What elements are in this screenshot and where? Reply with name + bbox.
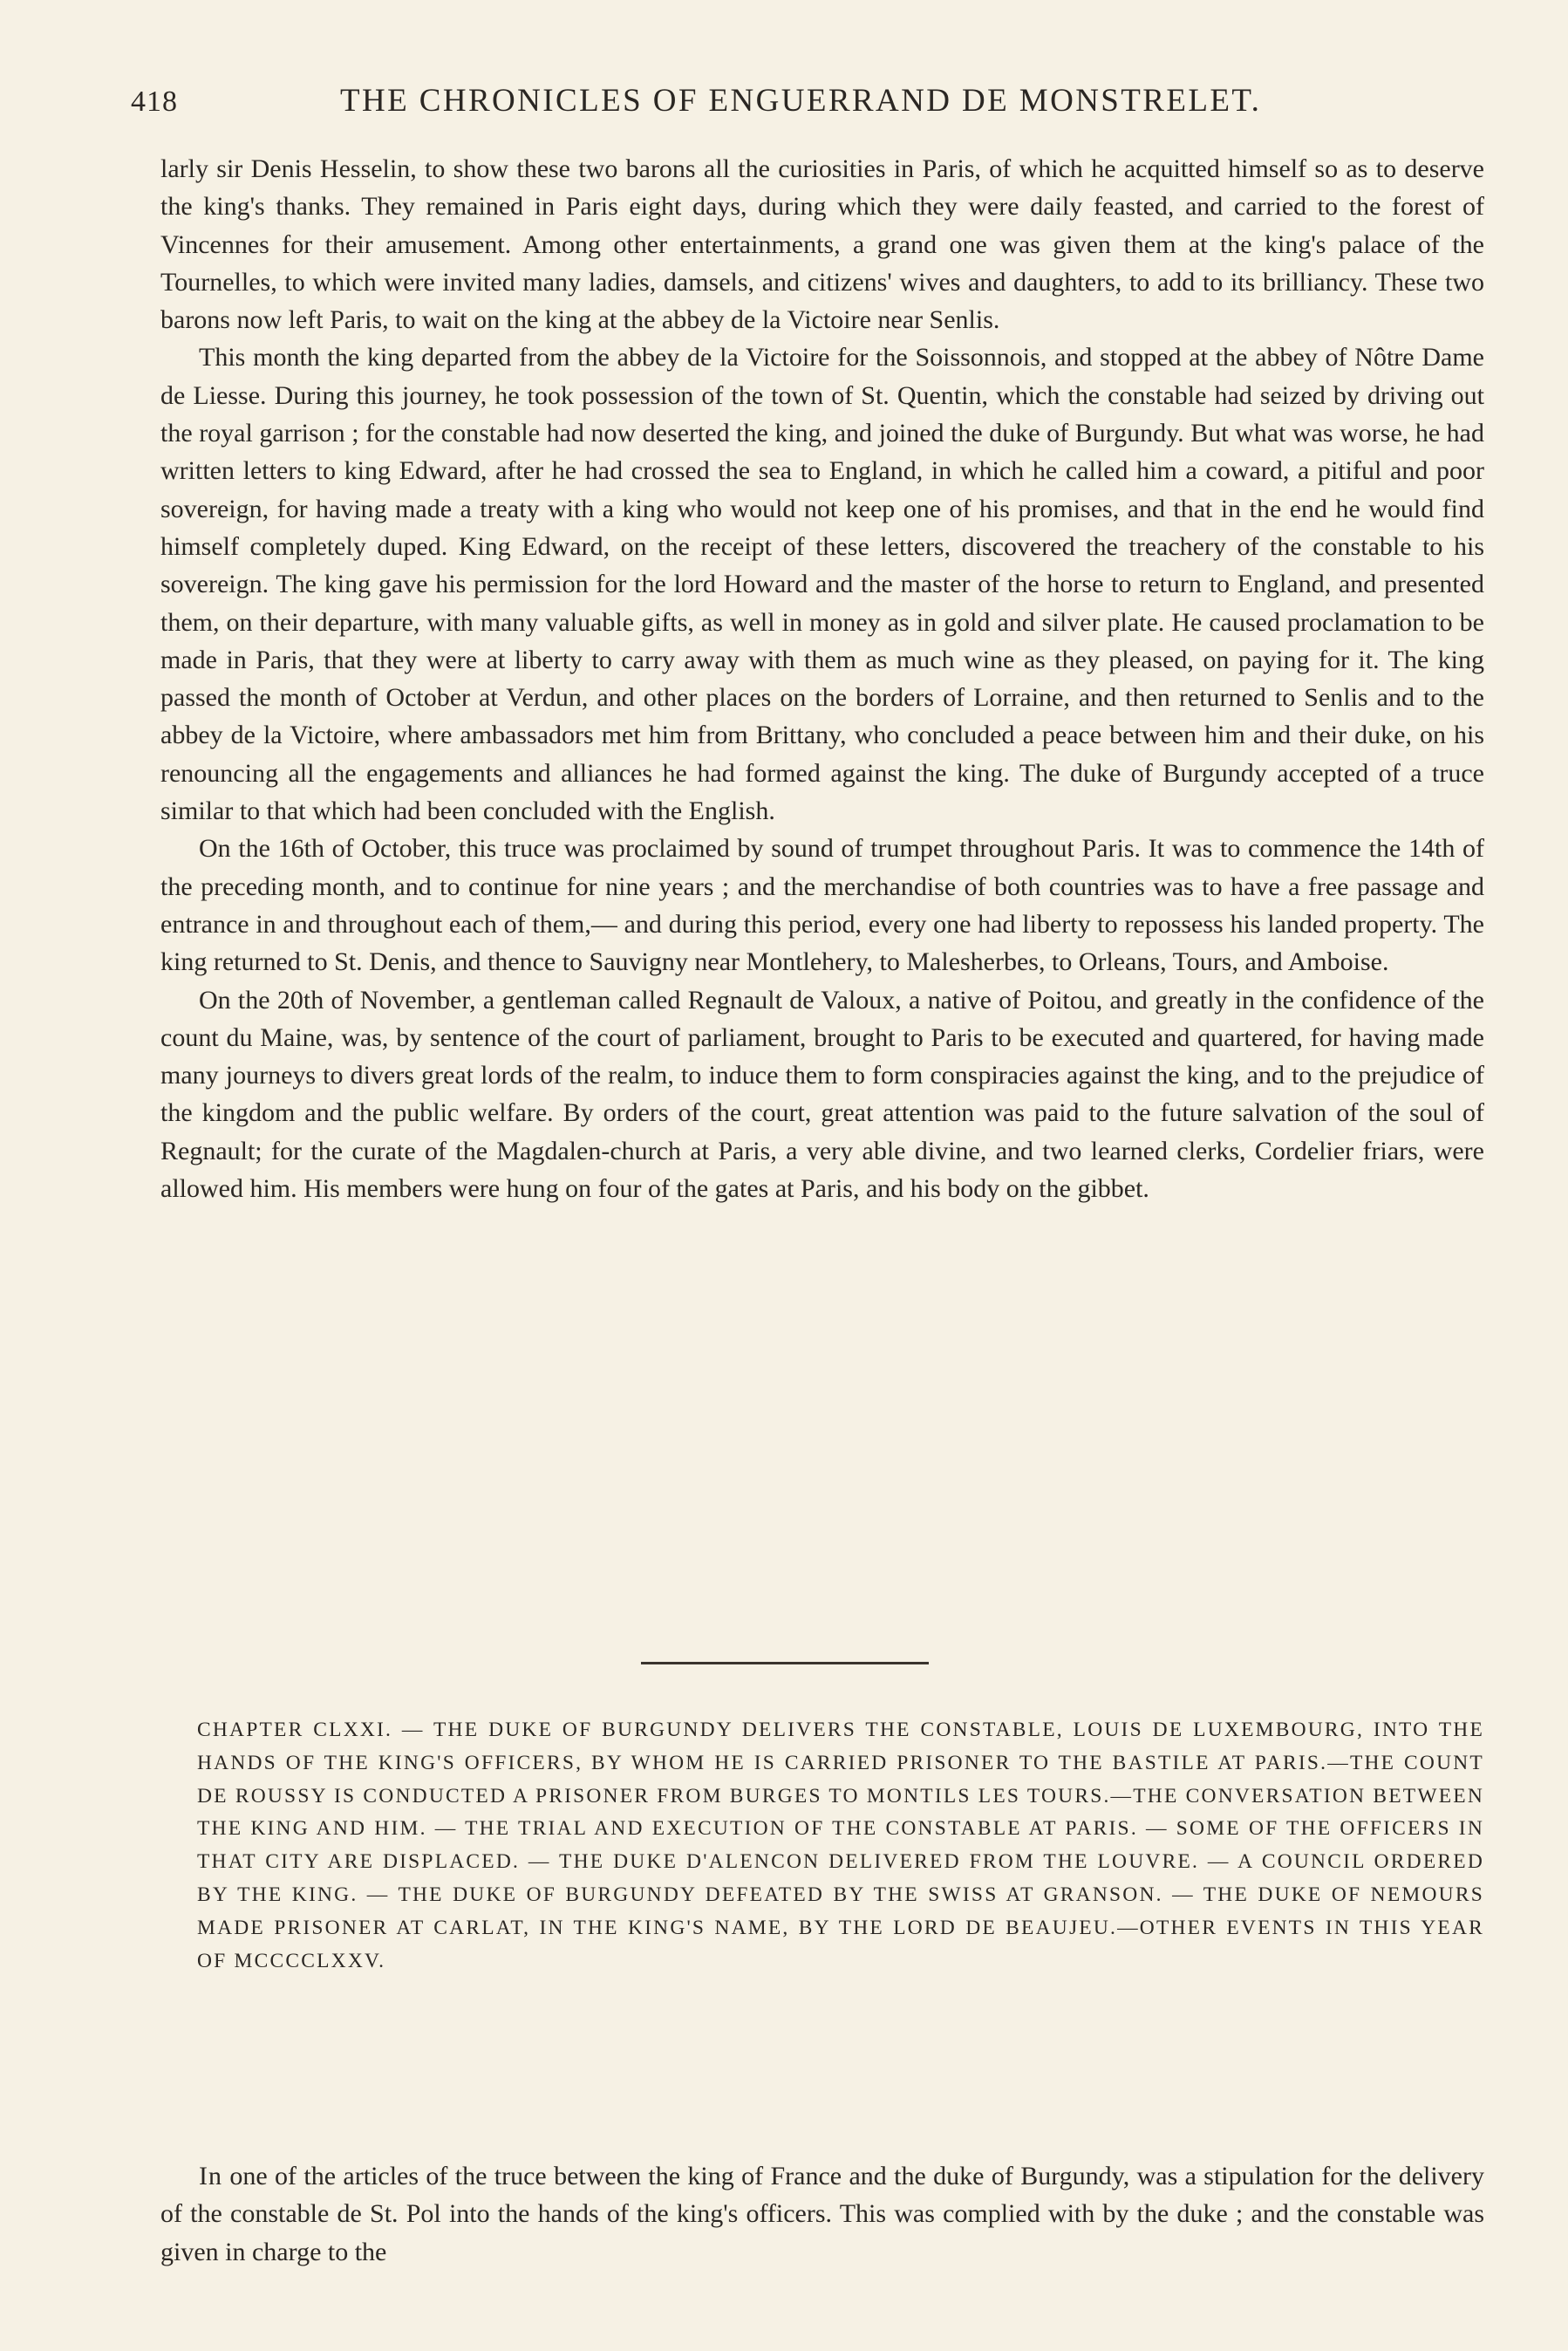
chapter-opening xyxy=(160,2157,1484,2271)
running-head xyxy=(131,79,1484,131)
body-text xyxy=(160,150,1484,1207)
page-number: 418 xyxy=(131,85,178,118)
chapter-first-paragraph xyxy=(160,2157,1484,2271)
paragraph: On the 16th of October, this truce was proclaimed by sound of trumpet throughout Paris. It was to commence the 14th of the preceding month, and to continue for nine years ; and the merchandise of both countries was to have a free passage and entrance in and throughout each of them,— and during this period, every one had liberty to repossess his landed property. The king returned to St. Denis, and thence to Sauvigny near Montlehery, to Malesherbes, to Orleans, Tours, and Amboise. xyxy=(160,834,1484,977)
paragraph-continued: larly sir Denis Hesselin, to show these two barons all the curiosities in Paris, of which he acquitted himself so as to deserve the king's thanks. They remained in Paris eight days, during which they were daily feasted, and carried to the forest of Vincennes for their amusement. Among other entertainments, a grand one was given them at the king's palace of the Tournelles, to which were invited many ladies, damsels, and citizens' wives and daughters, to add to its brilliancy. These two barons now left Paris, to wait on the king at the abbey de la Victoire near Senlis. xyxy=(160,154,1484,335)
paragraph: On the 20th of November, a gentleman called Regnault de Valoux, a native of Poitou, and greatly in the confidence of the count du Maine, was, by sentence of the court of parliament, brought to Paris to be executed and quartered, for having made many journeys to divers great lords of the realm, to induce them to form conspiracies against the king, and to the prejudice of the kingdom and the public welfare. By orders of the court, great attention was paid to the future salvation of the soul of Regnault; for the curate of the Magdalen-church at Paris, a very able divine, and two learned clerks, Cordelier friars, were allowed him. His members were hung on four of the gates at Paris, and his body on the gibbet. xyxy=(160,985,1484,1204)
running-title: THE CHRONICLES OF ENGUERRAND DE MONSTRELET. xyxy=(340,83,1262,119)
opening-lead-word: In xyxy=(199,2162,222,2190)
opening-text: one of the articles of the truce between the king of France and the duke of Burgundy, was a stipulation for the delivery of the constable de St. Pol into the hands of the king's officers. This was complied with by the duke ; and the constable was given in charge to the xyxy=(160,2162,1484,2266)
chapter-heading: CHAPTER CLXXI. — THE DUKE OF BURGUNDY DELIVERS THE CONSTABLE, LOUIS DE LUXEMBOURG, INTO THE HANDS OF THE KING'S OFFICERS, BY WHOM HE IS CARRIED PRISONER TO THE BASTILE AT PARIS.—THE COUNT DE ROUSSY IS CONDUCTED A PRISONER FROM BURGES TO MONTILS LES TOURS.—THE CONVERSATION BETWEEN THE KING AND HIM. — THE TRIAL AND EXECUTION OF THE CONSTABLE AT PARIS. — SOME OF THE OFFICERS IN THAT CITY ARE DISPLACED. — THE DUKE D'ALENCON DELIVERED FROM THE LOUVRE. — A COUNCIL ORDERED BY THE KING. — THE DUKE OF BURGUNDY DEFEATED BY THE SWISS AT GRANSON. — THE DUKE OF NEMOURS MADE PRISONER AT CARLAT, IN THE KING'S NAME, BY THE LORD DE BEAUJEU.—OTHER EVENTS IN THIS YEAR OF MCCCCLXXV. xyxy=(197,1719,1484,1972)
paragraph: This month the king departed from the abbey de la Victoire for the Soissonnois, and stopped at the abbey of Nôtre Dame de Liesse. During this journey, he took possession of the town of St. Quentin, which the constable had seized by driving out the royal garrison ; for the constable had now deserted the king, and joined the duke of Burgundy. But what was worse, he had written letters to king Edward, after he had crossed the sea to England, in which he called him a coward, a pitiful and poor sovereign, for having made a treaty with a king who would not keep one of his promises, and that in the end he would find himself completely duped. King Edward, on the receipt of these letters, discovered the treachery of the constable to his sovereign. The king gave his permission for the lord Howard and the master of the horse to return to England, and presented them, on their departure, with many valuable gifts, as well in money as in gold and silver plate. He caused proclamation to be made in Paris, that they were at liberty to carry away with them as much wine as they pleased, on paying for it. The king passed the month of October at Verdun, and other places on the borders of Lorraine, and then returned to Senlis and to the abbey de la Victoire, where ambassadors met him from Brittany, who concluded a peace between him and their duke, on his renouncing all the engagements and alliances he had formed against the king. The duke of Burgundy accepted of a truce similar to that which had been concluded with the English. xyxy=(160,343,1484,826)
section-divider xyxy=(641,1662,929,1664)
